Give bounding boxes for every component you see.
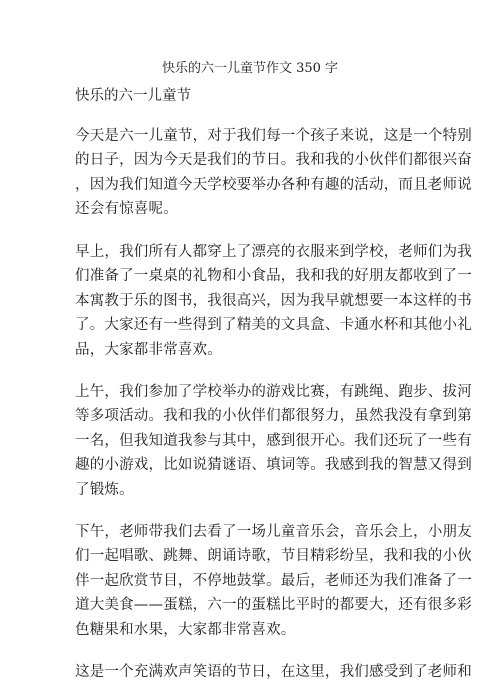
paragraph-line: 这是一个充满欢声笑语的节日，在这里，我们感受到了老师和 <box>75 664 472 680</box>
paragraph-line: 伴一起欣赏节目，不停地鼓掌。最后，老师还为我们准备了一 <box>75 572 472 589</box>
paragraph-line: 了锻炼。 <box>75 481 134 498</box>
paragraph-line: 们一起唱歌、跳舞、朗诵诗歌，节目精彩纷呈，我和我的小伙 <box>75 548 472 565</box>
paragraph-1 <box>75 124 472 222</box>
paragraph-line: 上午，我们参加了学校举办的游戏比赛，有跳绳、跑步、拔河 <box>75 384 472 400</box>
paragraph-line: 的日子，因为今天是我们的节日。我和我的小伙伴们都很兴奋 <box>75 152 472 169</box>
paragraph-line: 本寓教于乐的图书，我很高兴，因为我早就想要一本这样的书 <box>75 292 472 309</box>
paragraph-line: 道大美食——蛋糕，六一的蛋糕比平时的都要大，还有很多彩 <box>75 597 472 614</box>
paragraph-line: 等多项活动。我和我的小伙伴们都很努力，虽然我没有拿到第 <box>75 408 472 425</box>
paragraph-line: 一名，但我知道我参与其中，感到很开心。我们还玩了一些有 <box>75 432 472 449</box>
paragraph-line: ，因为我们知道今天学校要举办各种有趣的活动，而且老师说 <box>75 176 472 193</box>
paragraph-line: 今天是六一儿童节，对于我们每一个孩子来说，这是一个特别 <box>75 128 472 144</box>
paragraph-4 <box>75 520 472 642</box>
paragraph-line: 早上，我们所有人都穿上了漂亮的衣服来到学校，老师们为我 <box>75 244 472 260</box>
paragraph-line: 了。大家还有一些得到了精美的文具盒、卡通水杯和其他小礼 <box>75 317 472 334</box>
paragraph-5 <box>75 660 472 684</box>
paragraph-2 <box>75 240 472 362</box>
paragraph-line: 品，大家都非常喜欢。 <box>75 341 222 358</box>
essay-subtitle: 快乐的六一儿童节 <box>75 88 191 104</box>
paragraph-line: 下午，老师带我们去看了一场儿童音乐会，音乐会上，小朋友 <box>75 524 472 540</box>
paragraph-line: 趣的小游戏，比如说猜谜语、填词等。我感到我的智慧又得到 <box>75 457 472 474</box>
paragraph-line: 们准备了一桌桌的礼物和小食品，我和我的好朋友都收到了一 <box>75 268 472 285</box>
paragraph-line: 还会有惊喜呢。 <box>75 201 178 218</box>
paragraph-3 <box>75 380 472 502</box>
paragraph-line: 色糖果和水果，大家都非常喜欢。 <box>75 621 296 638</box>
document-title: 快乐的六一儿童节作文 350 字 <box>161 61 339 76</box>
